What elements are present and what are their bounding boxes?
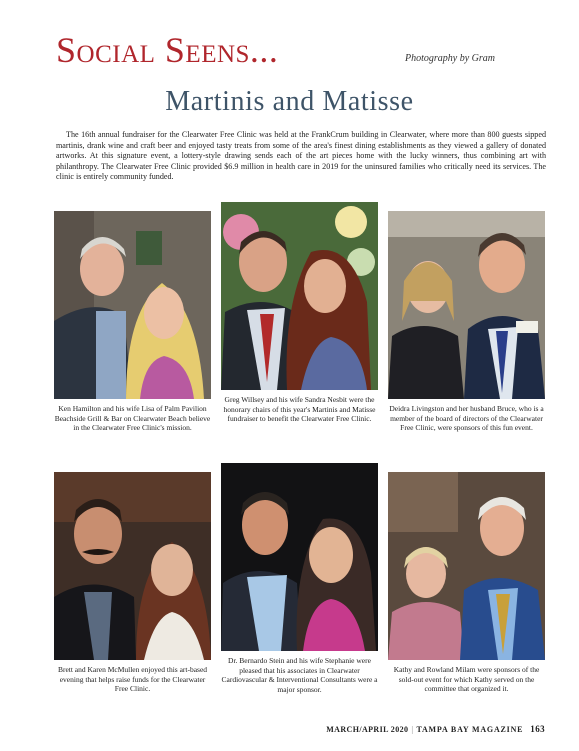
photo-willsey-nesbit <box>221 202 378 390</box>
photo-mcmullen <box>54 472 211 660</box>
footer-separator: | <box>411 725 414 734</box>
intro-paragraph: The 16th annual fundraiser for the Clearwater Free Clinic was held at the FrankCrum building in Clearwater, where more than 800 guests sipped martinis, drank wine and craft beer and enjoyed tasty treats from some of the area's finest dining establishments as they viewed a gallery of donated artworks. At this signature event, a lottery-style drawing sends each of the art pieces home with the lucky winners, thus combining art with philanthropy. The Clearwater Free Clinic provided $6.9 million in health care in 2019 for the uninsured families who critically need its services. The clinic is entirely community funded. <box>56 130 546 182</box>
photo-livingston <box>388 211 545 399</box>
page-footer <box>326 724 545 734</box>
photo-caption: Brett and Karen McMullen enjoyed this art-based evening that helps raise funds for the Clearwater Free Clinic. <box>57 665 208 694</box>
photo-caption: Deidra Livingston and her husband Bruce, who is a member of the board of directors of the Clearwater Free Clinic, were sponsors of this fun event. <box>389 404 544 433</box>
footer-issue: MARCH/APRIL 2020 <box>326 725 409 734</box>
section-title: Social Seens... <box>56 30 279 70</box>
photo-stein <box>221 463 378 651</box>
article-headline: Martinis and Matisse <box>165 86 414 117</box>
page-number: 163 <box>530 724 545 734</box>
photo-credit: Photography by Gram <box>405 53 495 64</box>
photo-caption: Dr. Bernardo Stein and his wife Stephanie were pleased that his associates in Clearwater Cardiovascular & Interventional Consultants were a major sponsor. <box>221 656 378 694</box>
photo-hamilton <box>54 211 211 399</box>
photo-caption: Greg Willsey and his wife Sandra Nesbit were the honorary chairs of this year's Martinis and Matisse fundraiser to benefit the Clearwater Free Clinic. <box>223 395 376 424</box>
photo-caption: Kathy and Rowland Milam were sponsors of the sold-out event for which Kathy served on the committee that organized it. <box>393 665 540 694</box>
photo-milam <box>388 472 545 660</box>
photo-caption: Ken Hamilton and his wife Lisa of Palm Pavilion Beachside Grill & Bar on Clearwater Beach believe in the Clearwater Free Clinic's mission. <box>54 404 211 433</box>
footer-magazine: TAMPA BAY MAGAZINE <box>416 725 524 734</box>
